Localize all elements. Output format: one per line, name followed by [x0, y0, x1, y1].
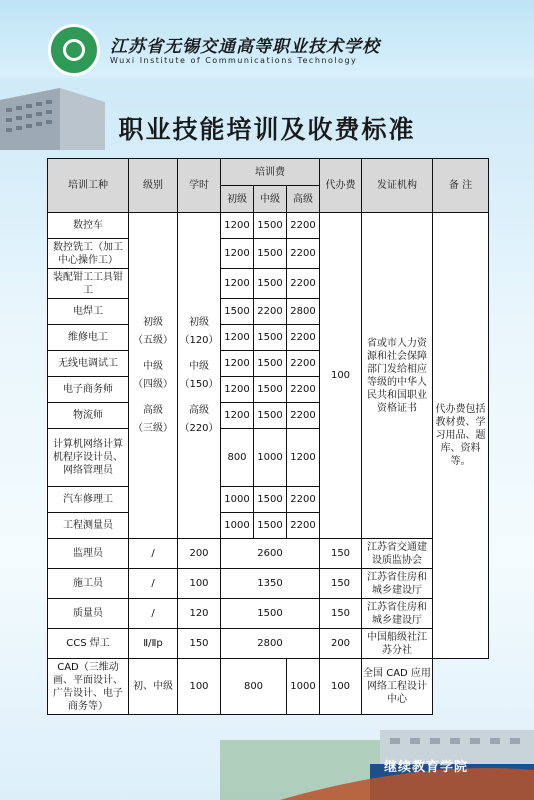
fee-primary: 1200	[221, 239, 254, 269]
fee-primary: 800	[221, 429, 254, 487]
fee-senior: 2200	[287, 351, 320, 377]
row-level: /	[129, 599, 178, 629]
fee-senior: 1200	[287, 429, 320, 487]
fee-senior: 2200	[287, 377, 320, 403]
school-logo-icon	[48, 24, 100, 76]
header-notes: 备 注	[433, 159, 489, 213]
header-agency-fee: 代办费	[320, 159, 362, 213]
row-name: 电焊工	[48, 299, 129, 325]
row-fee: 1350	[221, 569, 320, 599]
fee-senior: 2200	[287, 239, 320, 269]
fee-primary: 1500	[221, 299, 254, 325]
notes: 代办费包括教材费、学习用品、题库、资料等。	[433, 213, 489, 659]
row-agency-fee: 200	[320, 629, 362, 659]
fee-senior: 2200	[287, 487, 320, 513]
row-issuer: 江苏省住房和城乡建设厅	[362, 569, 433, 599]
header-fee-middle: 中级	[254, 186, 287, 213]
row-name: 数控车	[48, 213, 129, 239]
school-name-cn: 江苏省无锡交通高等职业技术学校	[110, 37, 380, 57]
table-row	[48, 213, 489, 239]
row-name: 监理员	[48, 539, 129, 569]
row-name: 数控铣工（加工中心操作工）	[48, 239, 129, 269]
fee-primary: 1200	[221, 269, 254, 299]
fee-middle: 1500	[254, 239, 287, 269]
fee-middle: 1500	[254, 351, 287, 377]
row-hours: 100	[178, 569, 221, 599]
row-fee: 2600	[221, 539, 320, 569]
group-agency-fee: 100	[320, 213, 362, 539]
row-agency-fee: 150	[320, 539, 362, 569]
row-name: CCS 焊工	[48, 629, 129, 659]
table-row	[48, 629, 489, 659]
fee-primary: 1000	[221, 513, 254, 539]
row-name: 无线电调试工	[48, 351, 129, 377]
row-name: 施工员	[48, 569, 129, 599]
fee-senior: 2800	[287, 299, 320, 325]
fee-primary: 1200	[221, 213, 254, 239]
fee-middle: 1500	[254, 403, 287, 429]
header-fee: 培训费	[221, 159, 320, 186]
header-type: 培训工种	[48, 159, 129, 213]
group-hours: 初级 （120） 中级 （150） 高级 （220）	[178, 213, 221, 539]
row-level: /	[129, 569, 178, 599]
header-fee-primary: 初级	[221, 186, 254, 213]
campus-ground-image	[220, 700, 534, 800]
header-fee-senior: 高级	[287, 186, 320, 213]
row-name: 电子商务师	[48, 377, 129, 403]
row-level: 初、中级	[129, 659, 178, 715]
row-hours: 120	[178, 599, 221, 629]
group-issuer: 省或市人力资源和社会保障部门发给相应等级的中华人民共和国职业资格证书	[362, 213, 433, 539]
row-fee: 2800	[221, 629, 320, 659]
fee-primary: 1000	[221, 487, 254, 513]
row-name: 装配钳工工具钳工	[48, 269, 129, 299]
row-hours: 100	[178, 659, 221, 715]
fee-primary: 1200	[221, 403, 254, 429]
fee-senior: 2200	[287, 403, 320, 429]
group-level: 初级 （五级） 中级 （四级） 高级 （三级）	[129, 213, 178, 539]
fee-primary: 1200	[221, 377, 254, 403]
row-fee: 1500	[221, 599, 320, 629]
fee-middle: 1500	[254, 513, 287, 539]
row-name: 计算机网络计算机程序设计员、网络管理员	[48, 429, 129, 487]
fee-table	[47, 158, 489, 715]
row-issuer: 江苏省交通建设质监协会	[362, 539, 433, 569]
row-name: 质量员	[48, 599, 129, 629]
row-hours: 200	[178, 539, 221, 569]
fee-middle: 1500	[254, 269, 287, 299]
table-row	[48, 599, 489, 629]
row-agency-fee: 100	[320, 659, 362, 715]
row-name: CAD（三维动画、平面设计、广告设计、电子商务等）	[48, 659, 129, 715]
footer-college-name: 继续教育学院	[384, 760, 469, 775]
row-name: 物流师	[48, 403, 129, 429]
row-name: 工程测量员	[48, 513, 129, 539]
fee-senior: 2200	[287, 269, 320, 299]
row-issuer: 中国船级社江苏分社	[362, 629, 433, 659]
fee-middle: 2200	[254, 299, 287, 325]
row-fee-middle: 1000	[287, 659, 320, 715]
header-banner	[0, 0, 534, 78]
header-level: 级别	[129, 159, 178, 213]
header-issuer: 发证机构	[362, 159, 433, 213]
row-issuer: 江苏省住房和城乡建设厅	[362, 599, 433, 629]
table-row	[48, 539, 489, 569]
row-level: /	[129, 539, 178, 569]
fee-middle: 1500	[254, 325, 287, 351]
header-hours: 学时	[178, 159, 221, 213]
fee-middle: 1500	[254, 487, 287, 513]
row-name: 维修电工	[48, 325, 129, 351]
page-title: 职业技能培训及收费标准	[118, 115, 416, 144]
fee-middle: 1000	[254, 429, 287, 487]
row-fee-primary: 800	[221, 659, 287, 715]
row-agency-fee: 150	[320, 569, 362, 599]
fee-senior: 2200	[287, 513, 320, 539]
row-hours: 150	[178, 629, 221, 659]
table-row	[48, 569, 489, 599]
row-issuer: 全国 CAD 应用网络工程设计中心	[362, 659, 433, 715]
school-name-en: Wuxi Institute of Communications Technology	[110, 56, 358, 65]
fee-primary: 1200	[221, 351, 254, 377]
fee-middle: 1500	[254, 213, 287, 239]
fee-senior: 2200	[287, 325, 320, 351]
fee-senior: 2200	[287, 213, 320, 239]
fee-middle: 1500	[254, 377, 287, 403]
row-level: Ⅱ/Ⅱp	[129, 629, 178, 659]
fee-primary: 1200	[221, 325, 254, 351]
row-name: 汽车修理工	[48, 487, 129, 513]
row-agency-fee: 150	[320, 599, 362, 629]
